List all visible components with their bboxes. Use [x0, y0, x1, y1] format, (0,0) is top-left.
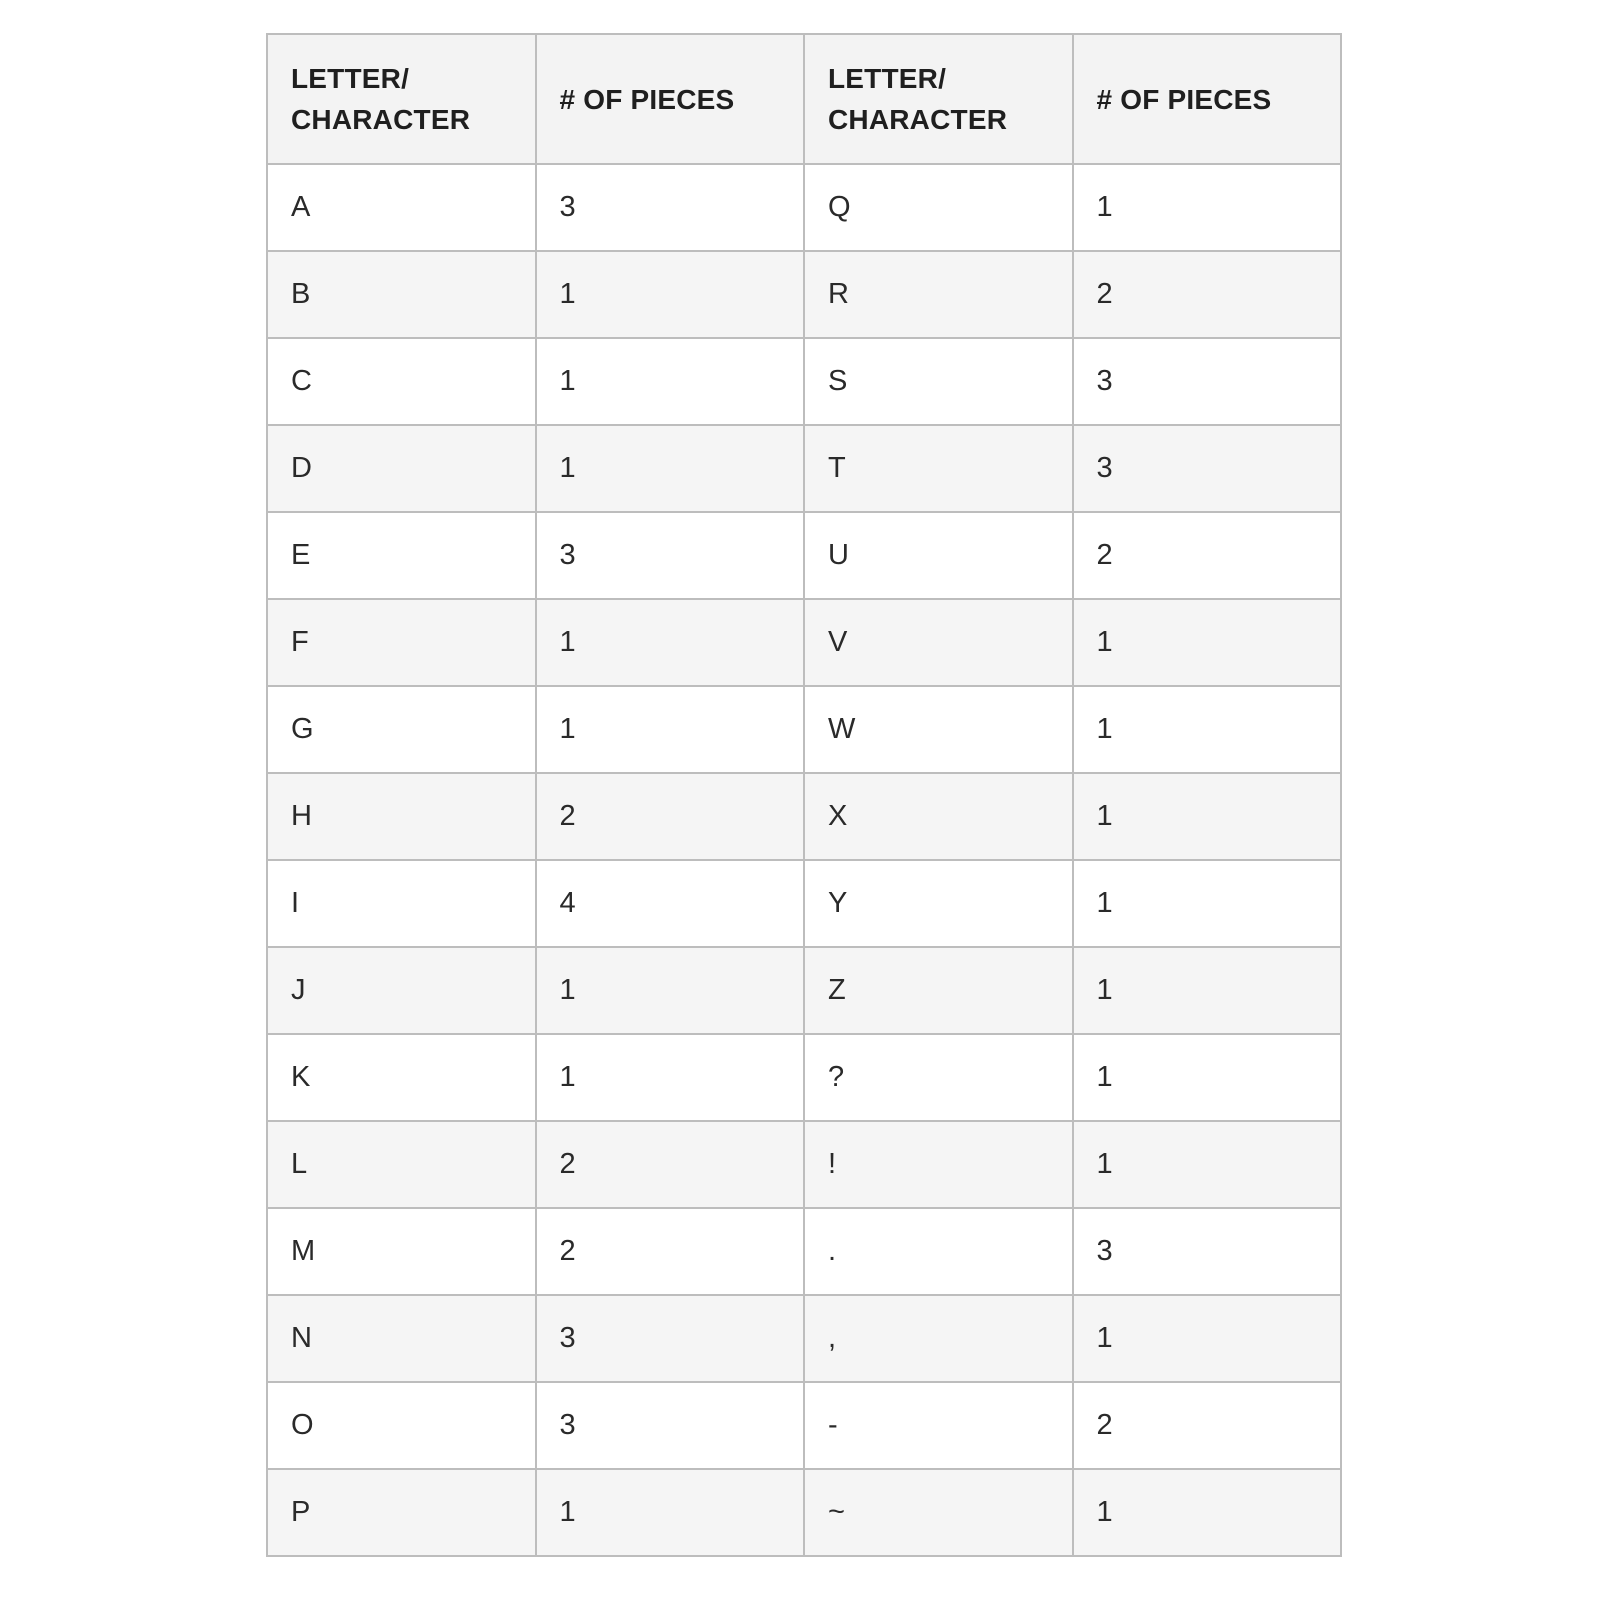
cell-letter-right: V — [804, 599, 1073, 686]
cell-pieces-right: 3 — [1073, 425, 1342, 512]
cell-letter-left: N — [267, 1295, 536, 1382]
cell-pieces-left: 2 — [536, 1121, 805, 1208]
cell-pieces-right: 1 — [1073, 599, 1342, 686]
cell-pieces-left: 1 — [536, 1034, 805, 1121]
cell-pieces-left: 1 — [536, 425, 805, 512]
cell-pieces-left: 3 — [536, 512, 805, 599]
header-pieces-left: # OF PIECES — [536, 34, 805, 164]
table-row — [267, 773, 1341, 860]
cell-letter-left: H — [267, 773, 536, 860]
cell-letter-left: M — [267, 1208, 536, 1295]
header-row — [267, 34, 1341, 164]
table-row — [267, 425, 1341, 512]
header-letter-character-right: LETTER/ CHARACTER — [804, 34, 1073, 164]
cell-pieces-left: 3 — [536, 1295, 805, 1382]
cell-pieces-left: 3 — [536, 1382, 805, 1469]
cell-letter-left: J — [267, 947, 536, 1034]
pieces-table-container — [266, 33, 1340, 1557]
cell-letter-left: K — [267, 1034, 536, 1121]
cell-letter-right: - — [804, 1382, 1073, 1469]
table-row — [267, 512, 1341, 599]
cell-letter-right: Y — [804, 860, 1073, 947]
header-pieces-right: # OF PIECES — [1073, 34, 1342, 164]
cell-pieces-left: 1 — [536, 947, 805, 1034]
cell-letter-left: G — [267, 686, 536, 773]
cell-letter-right: Z — [804, 947, 1073, 1034]
cell-pieces-right: 1 — [1073, 773, 1342, 860]
table-body — [267, 164, 1341, 1556]
cell-letter-right: T — [804, 425, 1073, 512]
table-row — [267, 251, 1341, 338]
cell-pieces-right: 1 — [1073, 1034, 1342, 1121]
cell-letter-right: Q — [804, 164, 1073, 251]
cell-letter-left: B — [267, 251, 536, 338]
letter-pieces-table — [266, 33, 1342, 1557]
cell-letter-right: W — [804, 686, 1073, 773]
cell-pieces-right: 3 — [1073, 1208, 1342, 1295]
cell-letter-left: C — [267, 338, 536, 425]
cell-letter-right: R — [804, 251, 1073, 338]
table-row — [267, 1034, 1341, 1121]
cell-pieces-right: 1 — [1073, 686, 1342, 773]
cell-pieces-left: 1 — [536, 338, 805, 425]
cell-letter-left: A — [267, 164, 536, 251]
cell-pieces-right: 1 — [1073, 1121, 1342, 1208]
cell-pieces-right: 1 — [1073, 1295, 1342, 1382]
cell-pieces-right: 2 — [1073, 512, 1342, 599]
cell-pieces-left: 1 — [536, 1469, 805, 1556]
cell-pieces-left: 3 — [536, 164, 805, 251]
table-row — [267, 1121, 1341, 1208]
cell-pieces-right: 1 — [1073, 1469, 1342, 1556]
cell-letter-right: ~ — [804, 1469, 1073, 1556]
cell-letter-left: E — [267, 512, 536, 599]
cell-letter-right: ? — [804, 1034, 1073, 1121]
cell-letter-left: F — [267, 599, 536, 686]
table-row — [267, 860, 1341, 947]
table-row — [267, 686, 1341, 773]
cell-letter-right: U — [804, 512, 1073, 599]
cell-pieces-right: 1 — [1073, 860, 1342, 947]
table-row — [267, 947, 1341, 1034]
cell-pieces-left: 1 — [536, 251, 805, 338]
table-row — [267, 164, 1341, 251]
cell-pieces-left: 4 — [536, 860, 805, 947]
cell-pieces-right: 1 — [1073, 164, 1342, 251]
cell-letter-left: P — [267, 1469, 536, 1556]
cell-letter-left: O — [267, 1382, 536, 1469]
header-letter-character-left: LETTER/ CHARACTER — [267, 34, 536, 164]
cell-pieces-right: 2 — [1073, 251, 1342, 338]
table-header — [267, 34, 1341, 164]
cell-letter-left: L — [267, 1121, 536, 1208]
cell-pieces-left: 1 — [536, 686, 805, 773]
table-row — [267, 1295, 1341, 1382]
cell-pieces-right: 2 — [1073, 1382, 1342, 1469]
cell-letter-left: D — [267, 425, 536, 512]
table-row — [267, 599, 1341, 686]
table-row — [267, 1469, 1341, 1556]
cell-letter-right: ! — [804, 1121, 1073, 1208]
cell-letter-right: X — [804, 773, 1073, 860]
cell-pieces-right: 3 — [1073, 338, 1342, 425]
cell-pieces-left: 2 — [536, 1208, 805, 1295]
cell-pieces-left: 1 — [536, 599, 805, 686]
cell-letter-right: , — [804, 1295, 1073, 1382]
table-row — [267, 338, 1341, 425]
table-row — [267, 1382, 1341, 1469]
cell-letter-right: S — [804, 338, 1073, 425]
table-row — [267, 1208, 1341, 1295]
cell-pieces-right: 1 — [1073, 947, 1342, 1034]
cell-letter-left: I — [267, 860, 536, 947]
cell-letter-right: . — [804, 1208, 1073, 1295]
cell-pieces-left: 2 — [536, 773, 805, 860]
